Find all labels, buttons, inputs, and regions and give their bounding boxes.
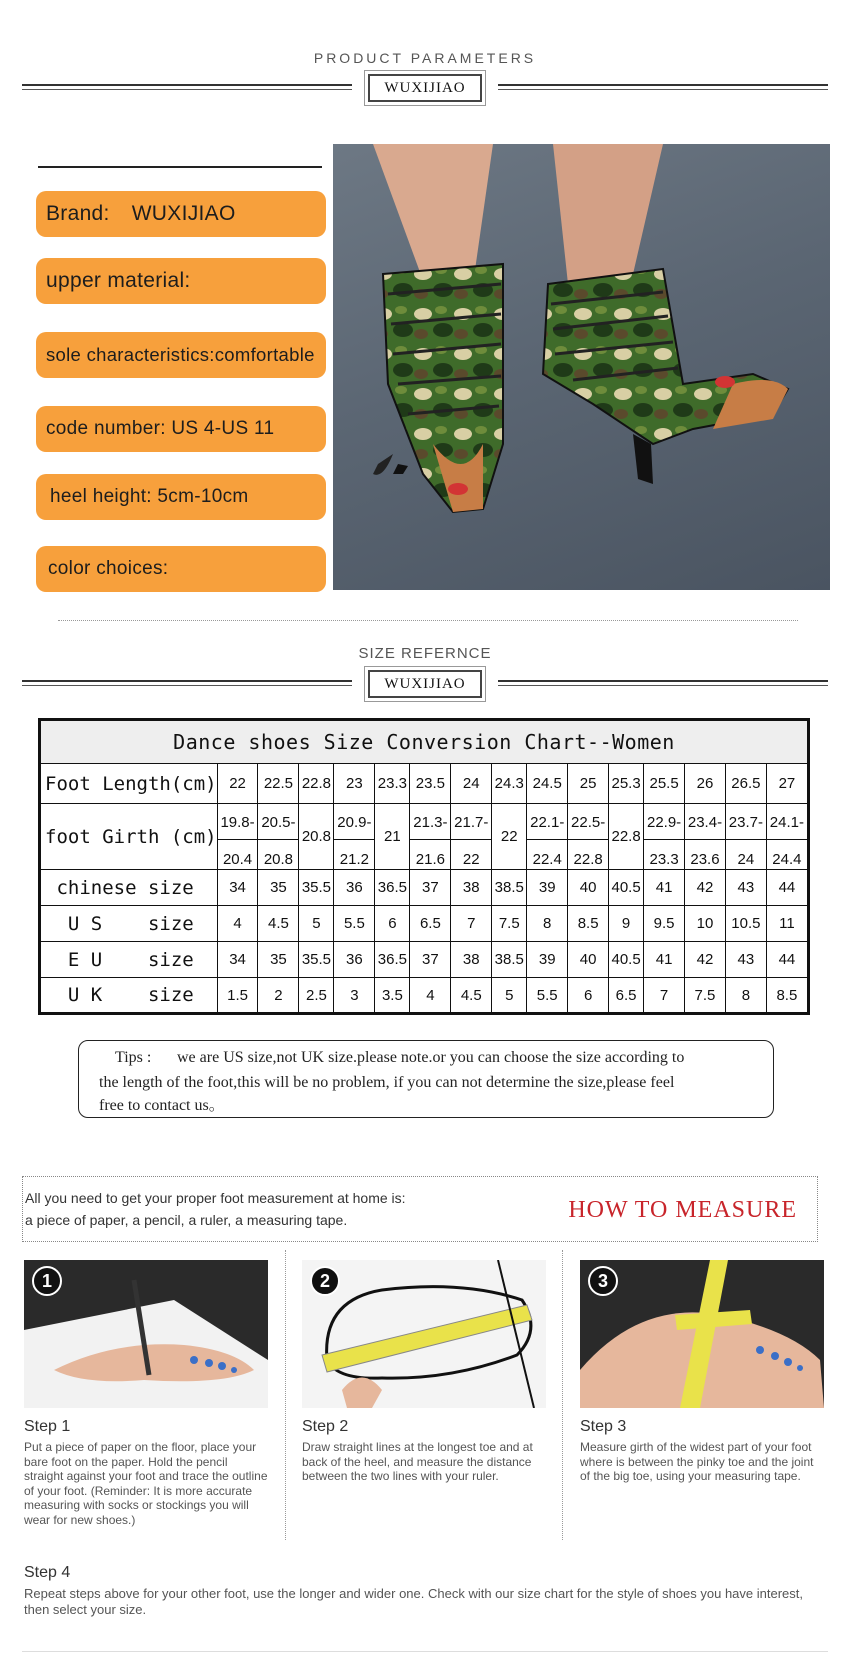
table-cell: 2 [258,978,299,1014]
table-cell: 24.1- 24.4 [766,804,808,870]
table-cell: 38.5 [492,870,527,906]
table-cell: 8 [527,906,568,942]
section-divider [58,620,798,621]
row-header: U S size [40,906,218,942]
table-cell: 2.5 [299,978,334,1014]
row-header: Foot Length(cm) [40,764,218,804]
parameters-heading [0,50,850,68]
table-cell: 22.1- 22.4 [527,804,568,870]
table-cell: 38 [451,942,492,978]
table-cell: 22.5 [258,764,299,804]
table-cell: 38.5 [492,942,527,978]
table-cell: 5 [492,978,527,1014]
brand-bar-bottom [22,666,828,702]
measure-intro-box [22,1176,818,1242]
table-cell: 7 [644,978,685,1014]
table-cell: 39 [527,942,568,978]
table-cell: 21 [375,804,410,870]
table-cell: 22.8 [609,804,644,870]
table-cell: 20.5- 20.8 [258,804,299,870]
table-row [40,764,809,804]
tips-label: Tips : [115,1049,152,1066]
table-cell: 8.5 [766,978,808,1014]
product-photo [333,144,830,590]
table-cell: 35.5 [299,942,334,978]
table-cell: 4 [410,978,451,1014]
table-cell: 27 [766,764,808,804]
table-cell: 25 [568,764,609,804]
size-heading [0,645,850,663]
table-cell: 9 [609,906,644,942]
table-cell: 26.5 [725,764,766,804]
table-cell: 38 [451,870,492,906]
table-row [40,978,809,1014]
table-cell: 23.4- 23.6 [685,804,726,870]
step-2-text: Draw straight lines at the longest toe and at back of the heel, and measure the distance between the two lines with your ruler. [302,1440,533,1484]
table-cell: 6.5 [410,906,451,942]
step-2-number: 2 [310,1266,340,1296]
table-cell: 4 [217,906,258,942]
step-2-image [302,1260,546,1408]
step-4-text: Repeat steps above for your other foot, use the longer and wider one. Check with our size chart for the style of shoes you have interest, then select your size. [24,1586,803,1617]
table-cell: 21.3- 21.6 [410,804,451,870]
step-3-text: Measure girth of the widest part of your foot where is between the pinky toe and the joint of the big toe, using your measuring tape. [580,1440,814,1484]
tips-line-2: the length of the foot,this will be no problem, if you can not determine the size,please feel [99,1074,675,1091]
brand-logo: WUXIJIAO [368,74,482,102]
table-cell: 21.7- 22 [451,804,492,870]
param-heel-height: heel height: 5cm-10cm [36,474,326,520]
table-cell: 23.3 [375,764,410,804]
table-row [40,870,809,906]
table-cell: 44 [766,942,808,978]
param-color-choices: color choices: [36,546,326,592]
table-cell: 11 [766,906,808,942]
table-cell: 8.5 [568,906,609,942]
measure-intro: All you need to get your proper foot measurement at home is: a piece of paper, a pencil, a ruler, a measuring tape. [25,1190,406,1228]
table-cell: 1.5 [217,978,258,1014]
row-header: E U size [40,942,218,978]
table-cell: 35 [258,942,299,978]
parameters-heading-text: PRODUCT PARAMETERS [313,50,537,66]
table-row [40,942,809,978]
how-to-measure-title: HOW TO MEASURE [568,1197,797,1223]
table-cell: 26 [685,764,726,804]
row-header: chinese size [40,870,218,906]
table-cell: 5 [299,906,334,942]
step-1-text: Put a piece of paper on the floor, place your bare foot on the paper. Hold the pencil straight against your foot and trace the outline of your foot. (Reminder: It is more accurate measuring with socks or stockings you will wear for new shoes.) [24,1440,268,1527]
table-cell: 24.3 [492,764,527,804]
table-cell: 10 [685,906,726,942]
tips-line-1: we are US size,not UK size.please note.or you can choose the size according to [177,1049,685,1066]
table-cell: 37 [410,942,451,978]
table-cell: 23.5 [410,764,451,804]
table-cell: 34 [217,870,258,906]
table-cell: 35 [258,870,299,906]
table-cell: 23 [334,764,375,804]
step-1-title: Step 1 [24,1418,71,1435]
table-cell: 41 [644,942,685,978]
param-upper-material: upper material: [36,258,326,304]
table-cell: 4.5 [451,978,492,1014]
table-cell: 22.8 [299,764,334,804]
step-2-title: Step 2 [302,1418,349,1435]
table-cell: 40 [568,870,609,906]
table-cell: 39 [527,870,568,906]
table-cell: 8 [725,978,766,1014]
table-cell: 3 [334,978,375,1014]
table-cell: 36.5 [375,942,410,978]
tips-box [78,1040,774,1118]
step-1-number: 1 [32,1266,62,1296]
table-cell: 19.8- 20.4 [217,804,258,870]
table-cell: 36.5 [375,870,410,906]
table-cell: 10.5 [725,906,766,942]
table-cell: 6 [375,906,410,942]
row-header: foot Girth (cm) [40,804,218,870]
table-cell: 7.5 [685,978,726,1014]
table-cell: 4.5 [258,906,299,942]
table-cell: 44 [766,870,808,906]
table-cell: 3.5 [375,978,410,1014]
table-cell: 7.5 [492,906,527,942]
step-1-image [24,1260,268,1408]
size-conversion-table [38,718,810,1015]
size-heading-text: SIZE REFERNCE [358,645,492,662]
table-cell: 6 [568,978,609,1014]
table-cell: 5.5 [334,906,375,942]
table-cell: 22 [492,804,527,870]
table-cell: 35.5 [299,870,334,906]
table-cell: 43 [725,870,766,906]
table-row [40,804,809,870]
table-cell: 7 [451,906,492,942]
table-cell: 42 [685,870,726,906]
table-cell: 9.5 [644,906,685,942]
table-cell: 25.3 [609,764,644,804]
brand-bar-top [22,70,828,106]
step-3-title: Step 3 [580,1418,627,1435]
param-sole: sole characteristics:comfortable [36,332,326,378]
brand-logo: WUXIJIAO [368,670,482,698]
table-cell: 36 [334,942,375,978]
table-cell: 25.5 [644,764,685,804]
param-code-number: code number: US 4-US 11 [36,406,326,452]
table-cell: 22.5- 22.8 [568,804,609,870]
table-cell: 22 [217,764,258,804]
column-divider [562,1250,563,1540]
table-title: Dance shoes Size Conversion Chart--Women [40,720,809,764]
table-cell: 41 [644,870,685,906]
row-header: U K size [40,978,218,1014]
table-cell: 20.9- 21.2 [334,804,375,870]
table-cell: 5.5 [527,978,568,1014]
param-brand: Brand: WUXIJIAO [36,191,326,237]
table-cell: 24 [451,764,492,804]
step-4-title: Step 4 [24,1564,71,1581]
table-cell: 40.5 [609,870,644,906]
table-cell: 22.9- 23.3 [644,804,685,870]
table-row [40,906,809,942]
column-divider [285,1250,286,1540]
table-cell: 20.8 [299,804,334,870]
bottom-divider [22,1651,828,1652]
table-cell: 6.5 [609,978,644,1014]
step-3-number: 3 [588,1266,618,1296]
table-cell: 23.7- 24 [725,804,766,870]
divider [38,166,322,168]
tips-line-3: free to contact us。 [99,1097,225,1114]
table-cell: 24.5 [527,764,568,804]
table-cell: 43 [725,942,766,978]
step-3-image [580,1260,824,1408]
table-cell: 40 [568,942,609,978]
table-cell: 34 [217,942,258,978]
table-cell: 40.5 [609,942,644,978]
table-cell: 37 [410,870,451,906]
table-cell: 42 [685,942,726,978]
table-cell: 36 [334,870,375,906]
shoe-illustration [333,144,830,590]
